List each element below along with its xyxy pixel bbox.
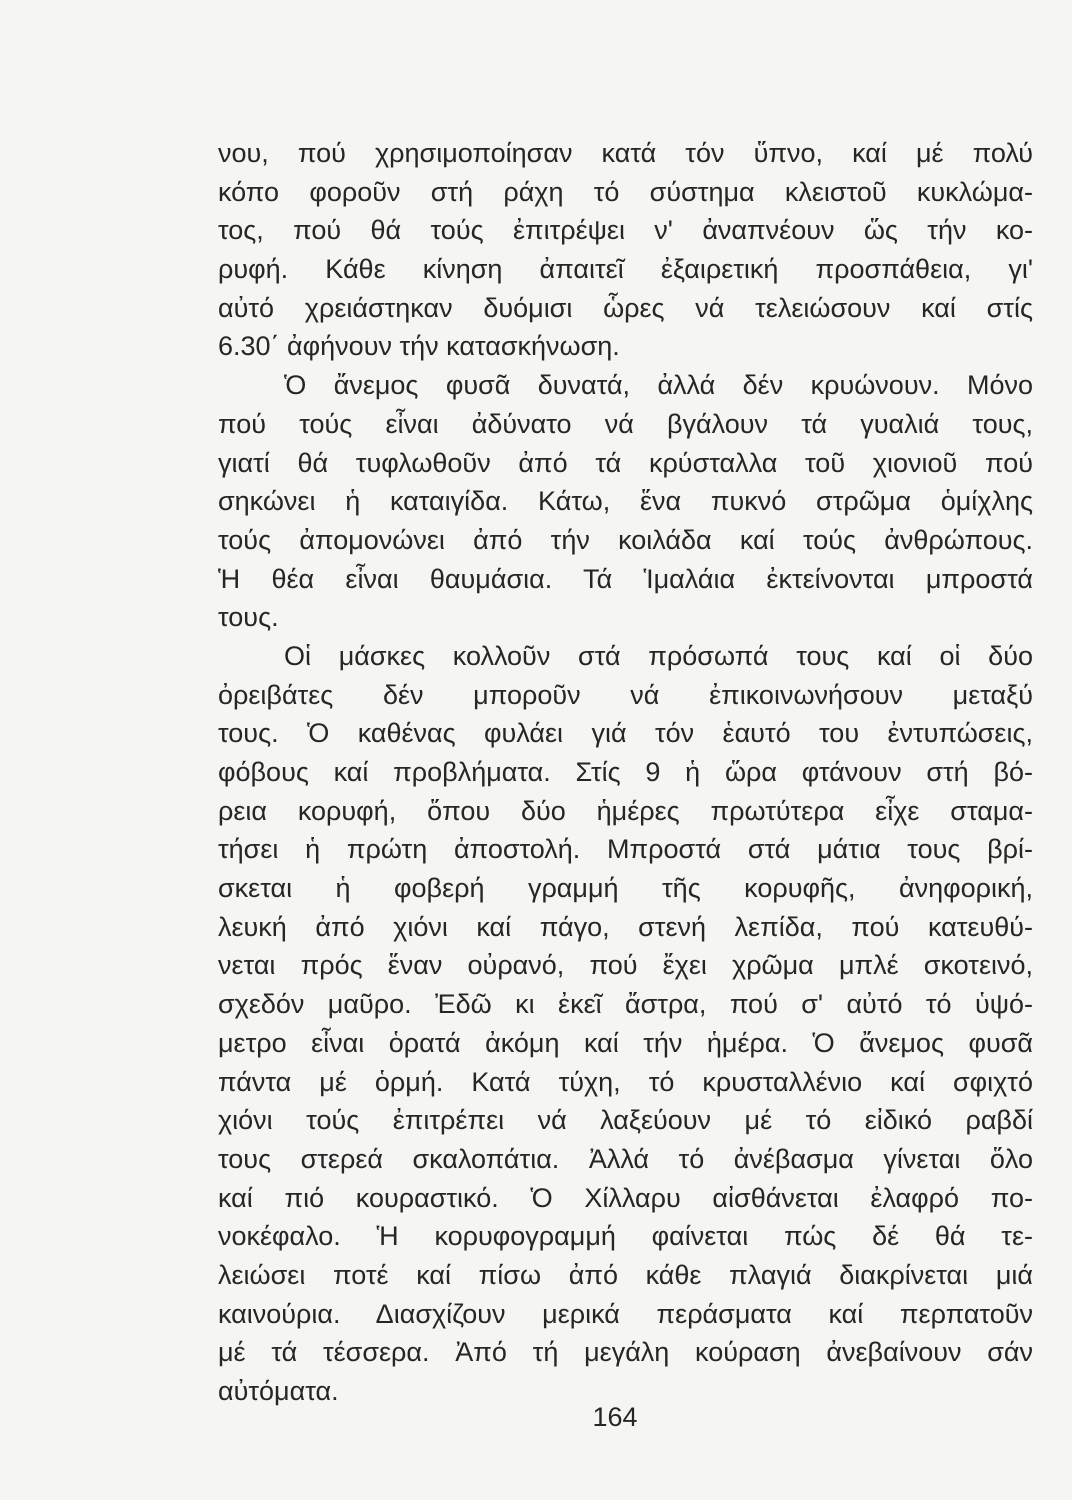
text-line: τος, πού θά τούς ἐπιτρέψει ν' ἀναπνέουν ὥς τήν κο- bbox=[218, 215, 1033, 246]
paragraph-start-line: Οἱ μάσκες κολλοῦν στά πρόσωπά τους καί οἱ δύο bbox=[284, 640, 1033, 671]
text-line: αὐτόματα. bbox=[218, 1376, 339, 1406]
text-line: ὀρειβάτες δέν μποροῦν νά ἐπικοινωνήσουν μεταξύ bbox=[218, 679, 1033, 710]
text-line: σκεται ἡ φοβερή γραμμή τῆς κορυφῆς, ἀνηφορική, bbox=[218, 873, 1033, 904]
text-line: ρεια κορυφή, ὅπου δύο ἡμέρες πρωτύτερα εἶχε σταμα- bbox=[218, 795, 1033, 826]
text-line: καινούρια. Διασχίζουν μερικά περάσματα καί περπατοῦν bbox=[218, 1298, 1033, 1329]
text-line: πάντα μέ ὁρμή. Κατά τύχη, τό κρυσταλλένιο καί σφιχτό bbox=[218, 1066, 1033, 1097]
paragraph-start-line: Ὁ ἄνεμος φυσᾶ δυνατά, ἀλλά δέν κρυώνουν. Μόνο bbox=[284, 370, 1033, 401]
text-line: σχεδόν μαῦρο. Ἐδῶ κι ἐκεῖ ἄστρα, πού σ' αὐτό τό ὑψό- bbox=[218, 989, 1033, 1020]
text-line: τους. bbox=[218, 602, 279, 633]
text-line: κόπο φοροῦν στή ράχη τό σύστημα κλειστοῦ κυκλώμα- bbox=[218, 176, 1033, 207]
text-line: σηκώνει ἡ καταιγίδα. Κάτω, ἕνα πυκνό στρῶμα ὁμίχλης bbox=[218, 486, 1033, 517]
text-line: τούς ἀπομονώνει ἀπό τήν κοιλάδα καί τούς ἀνθρώπους. bbox=[218, 524, 1033, 555]
page-number: 164 bbox=[592, 1402, 638, 1432]
text-line: τους στερεά σκαλοπάτια. Ἀλλά τό ἀνέβασμα γίνεται ὅλο bbox=[218, 1143, 1033, 1174]
text-line: καί πιό κουραστικό. Ὁ Χίλλαρυ αἰσθάνεται ἐλαφρό πο- bbox=[218, 1182, 1033, 1213]
body-text bbox=[218, 134, 1033, 1411]
text-line: μετρο εἶναι ὁρατά ἀκόμη καί τήν ἡμέρα. Ὁ ἄνεμος φυσᾶ bbox=[218, 1027, 1033, 1058]
text-line: πού τούς εἶναι ἀδύνατο νά βγάλουν τά γυαλιά τους, bbox=[218, 408, 1033, 439]
text-line: Ἡ θέα εἶναι θαυμάσια. Τά Ἱμαλάια ἐκτείνονται μπροστά bbox=[218, 563, 1033, 594]
text-line: νοκέφαλο. Ἡ κορυφογραμμή φαίνεται πώς δέ θά τε- bbox=[218, 1221, 1033, 1252]
text-line: νεται πρός ἕναν οὐρανό, πού ἔχει χρῶμα μπλέ σκοτεινό, bbox=[218, 950, 1033, 981]
text-line: χιόνι τούς ἐπιτρέπει νά λαξεύουν μέ τό εἰδικό ραβδί bbox=[218, 1105, 1033, 1136]
text-line: φόβους καί προβλήματα. Στίς 9 ἡ ὥρα φτάνουν στή βό- bbox=[218, 757, 1033, 787]
text-line: μέ τά τέσσερα. Ἀπό τή μεγάλη κούραση ἀνεβαίνουν σάν bbox=[218, 1337, 1033, 1368]
text-line: ρυφή. Κάθε κίνηση ἀπαιτεῖ ἐξαιρετική προσπάθεια, γι' bbox=[218, 254, 1033, 285]
text-line: λειώσει ποτέ καί πίσω ἀπό κάθε πλαγιά διακρίνεται μιά bbox=[218, 1259, 1033, 1290]
text-line: 6.30΄ ἀφήνουν τήν κατασκήνωση. bbox=[218, 331, 620, 362]
text-line: τήσει ἡ πρώτη ἀποστολή. Μπροστά στά μάτια τους βρί- bbox=[218, 834, 1033, 865]
text-line: γιατί θά τυφλωθοῦν ἀπό τά κρύσταλλα τοῦ χιονιοῦ πού bbox=[218, 447, 1033, 478]
text-line: αὐτό χρειάστηκαν δυόμισι ὧρες νά τελειώσουν καί στίς bbox=[218, 292, 1033, 323]
text-line: τους. Ὁ καθένας φυλάει γιά τόν ἑαυτό του ἐντυπώσεις, bbox=[218, 718, 1033, 749]
text-line: λευκή ἀπό χιόνι καί πάγο, στενή λεπίδα, πού κατευθύ- bbox=[218, 911, 1033, 942]
text-line: νου, πού χρησιμοποίησαν κατά τόν ὕπνο, καί μέ πολύ bbox=[218, 138, 1033, 168]
